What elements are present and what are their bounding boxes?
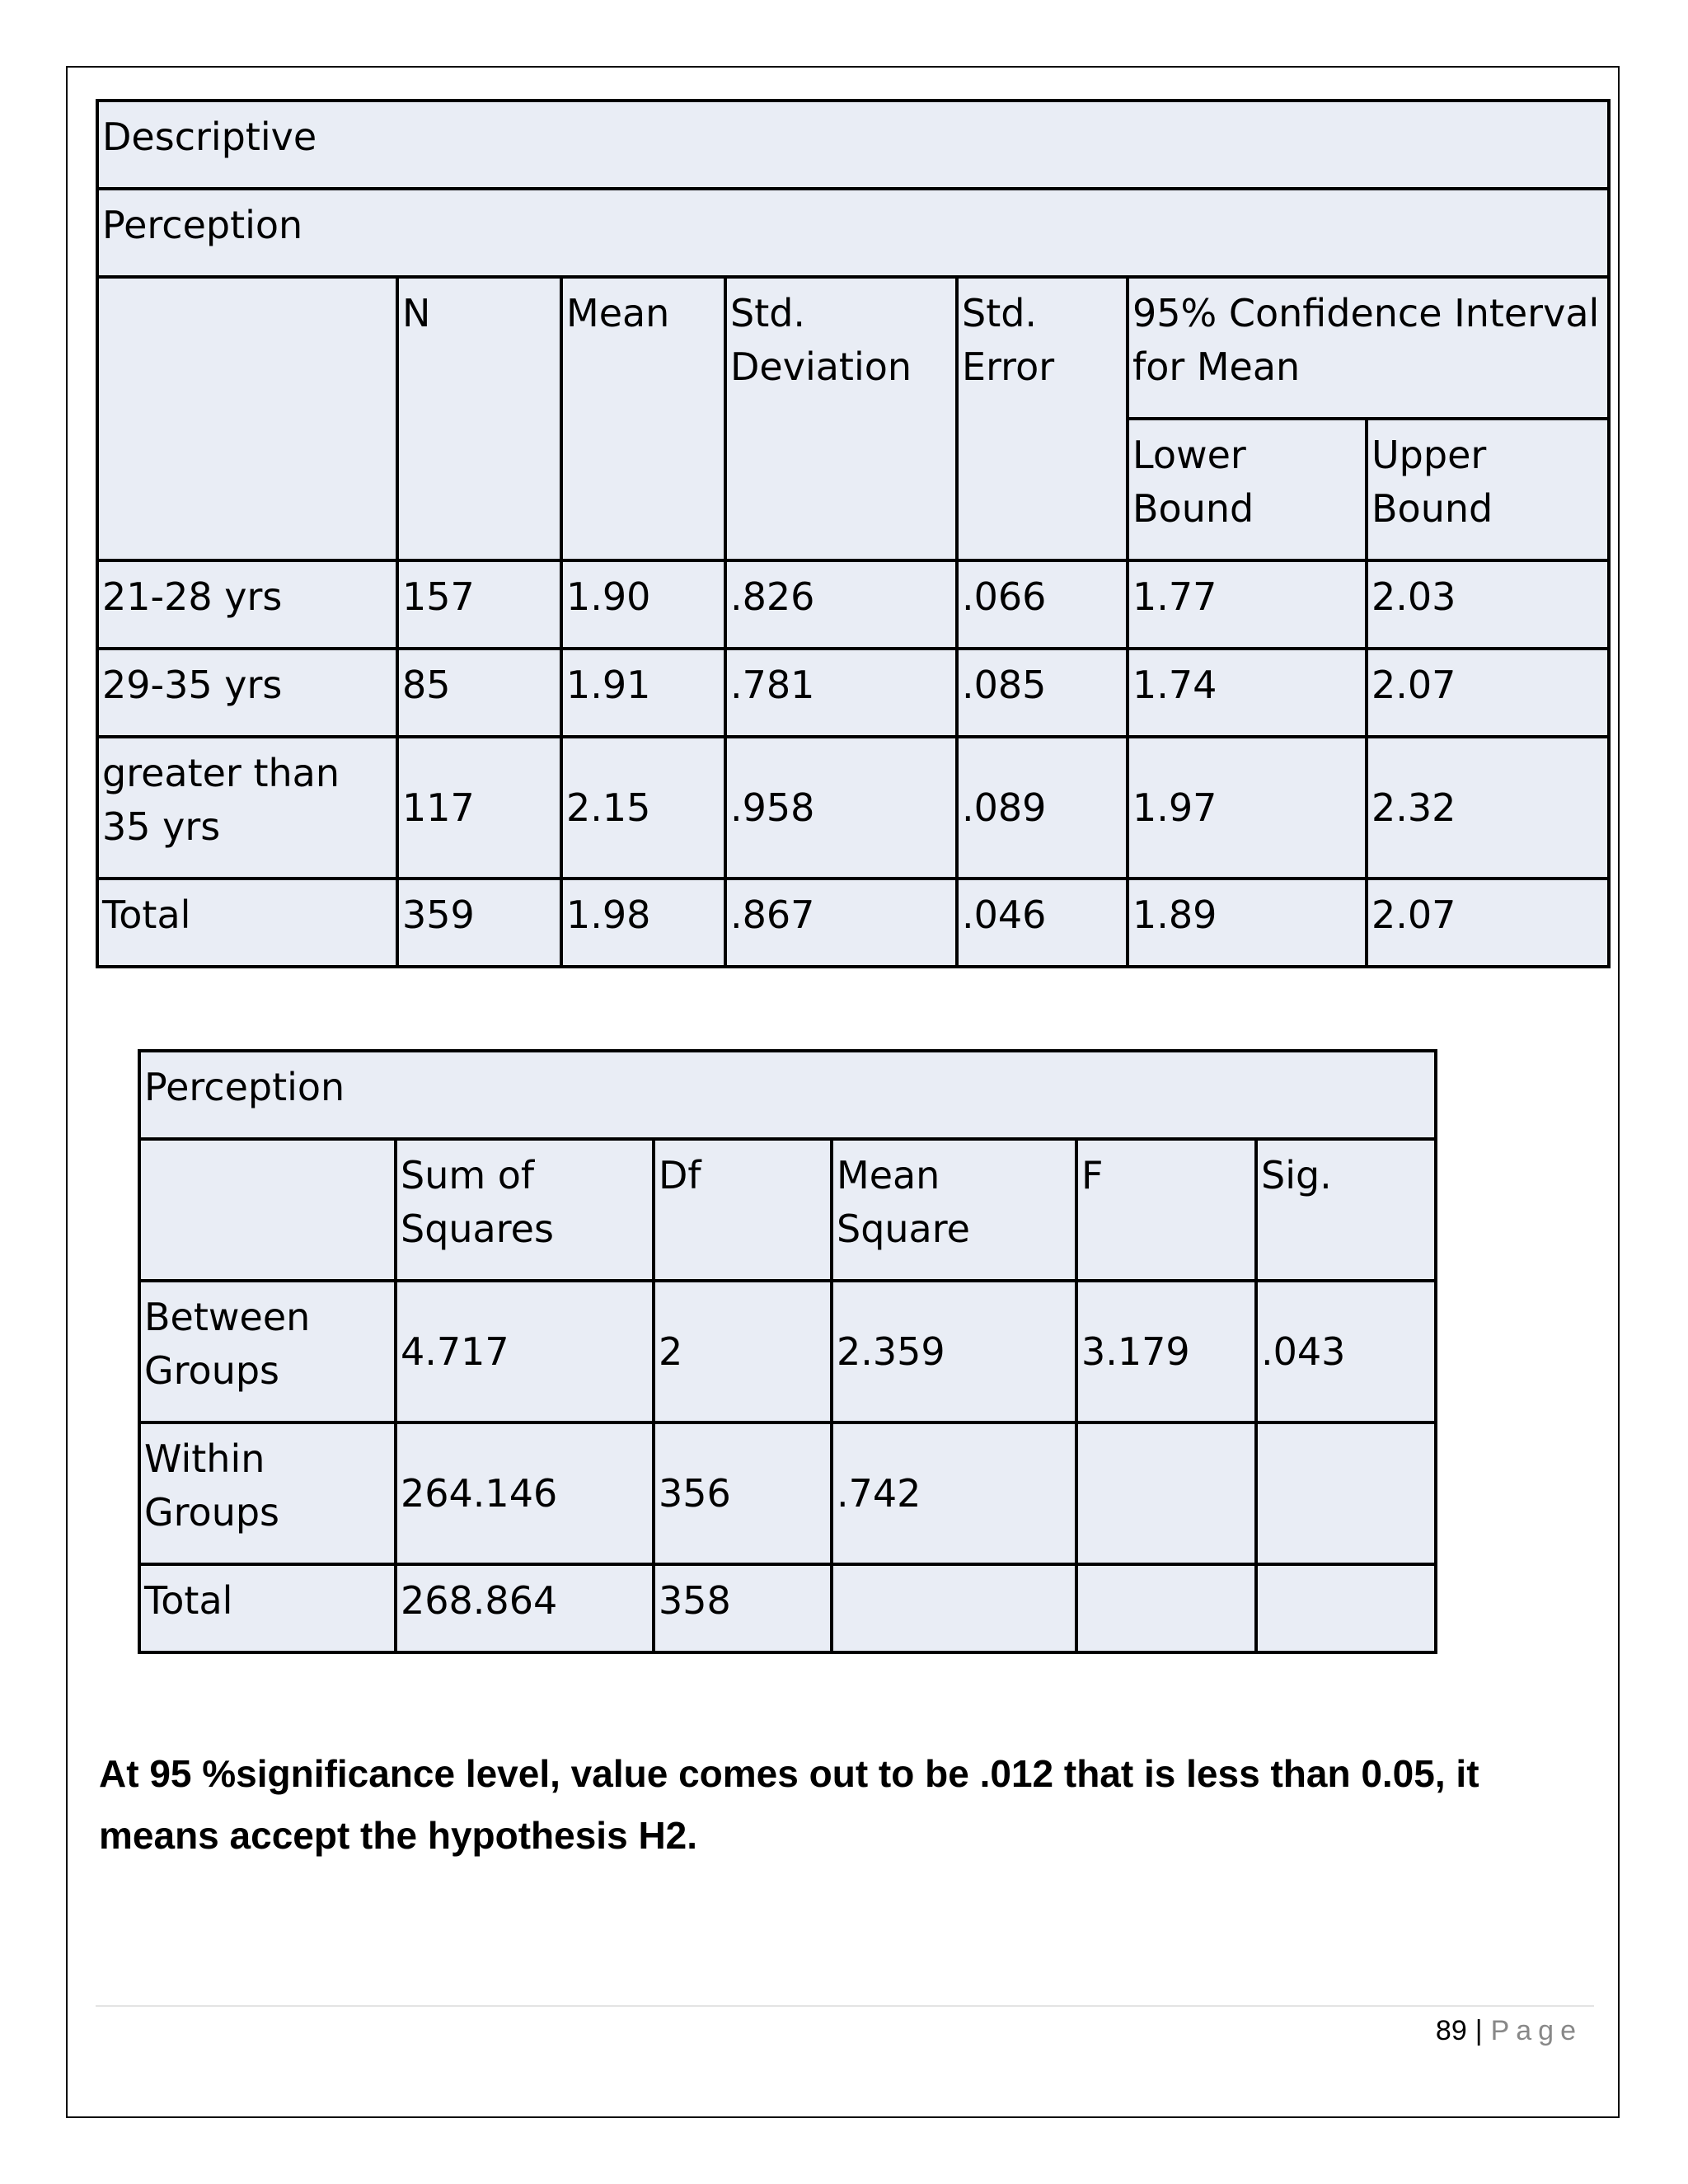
cell-df: 2 — [654, 1281, 832, 1422]
cell-std-deviation: .867 — [725, 879, 957, 967]
table-row — [139, 1564, 1436, 1652]
group-label: greater than 35 yrs — [97, 737, 397, 879]
cell-mean-square: .742 — [832, 1422, 1076, 1564]
cell-std-error: .046 — [957, 879, 1128, 967]
descriptives-table — [96, 99, 1611, 968]
source-label: Within Groups — [139, 1422, 396, 1564]
cell-std-error: .066 — [957, 560, 1128, 649]
cell-upper-bound: 2.07 — [1367, 649, 1609, 737]
footer-separator: | — [1475, 2015, 1483, 2046]
cell-lower-bound: 1.74 — [1128, 649, 1367, 737]
cell-df: 358 — [654, 1564, 832, 1652]
cell-sig: .043 — [1256, 1281, 1436, 1422]
header-f: F — [1076, 1139, 1256, 1281]
header-blank — [97, 277, 397, 560]
header-mean-square: Mean Square — [832, 1139, 1076, 1281]
cell-std-error: .089 — [957, 737, 1128, 879]
header-std-error: Std. Error — [957, 277, 1128, 560]
cell-mean: 2.15 — [561, 737, 725, 879]
cell-upper-bound: 2.03 — [1367, 560, 1609, 649]
cell-lower-bound: 1.97 — [1128, 737, 1367, 879]
cell-sig — [1256, 1564, 1436, 1652]
variable-name: Perception — [139, 1051, 1436, 1139]
cell-sum-of-squares: 4.717 — [396, 1281, 654, 1422]
page-number: 89 — [1435, 2015, 1467, 2046]
cell-mean-square: 2.359 — [832, 1281, 1076, 1422]
anova-table — [138, 1049, 1437, 1654]
footer-divider — [96, 2005, 1594, 2007]
cell-lower-bound: 1.89 — [1128, 879, 1367, 967]
header-confidence-interval: 95% Confidence Interval for Mean — [1128, 277, 1609, 419]
cell-lower-bound: 1.77 — [1128, 560, 1367, 649]
conclusion-text: At 95 %significance level, value comes out to be .012 that is less than 0.05, it means accept the hypothesis H2. — [99, 1752, 1479, 1857]
header-df: Df — [654, 1139, 832, 1281]
header-sig: Sig. — [1256, 1139, 1436, 1281]
variable-row — [139, 1051, 1436, 1139]
header-row — [139, 1139, 1436, 1281]
cell-n: 117 — [397, 737, 561, 879]
header-sum-of-squares: Sum of Squares — [396, 1139, 654, 1281]
cell-upper-bound: 2.32 — [1367, 737, 1609, 879]
cell-upper-bound: 2.07 — [1367, 879, 1609, 967]
cell-sig — [1256, 1422, 1436, 1564]
cell-n: 157 — [397, 560, 561, 649]
header-std-deviation: Std. Deviation — [725, 277, 957, 560]
cell-mean: 1.98 — [561, 879, 725, 967]
header-row — [97, 277, 1609, 419]
cell-std-error: .085 — [957, 649, 1128, 737]
cell-mean-square — [832, 1564, 1076, 1652]
cell-n: 85 — [397, 649, 561, 737]
cell-f — [1076, 1564, 1256, 1652]
table-row — [97, 649, 1609, 737]
header-mean: Mean — [561, 277, 725, 560]
cell-f — [1076, 1422, 1256, 1564]
table-row — [97, 737, 1609, 879]
table-row — [97, 560, 1609, 649]
page-word: Page — [1490, 2015, 1582, 2046]
variable-row — [97, 189, 1609, 277]
group-label: Total — [97, 879, 397, 967]
cell-std-deviation: .958 — [725, 737, 957, 879]
header-upper-bound: Upper Bound — [1367, 419, 1609, 560]
table-row — [139, 1422, 1436, 1564]
source-label: Total — [139, 1564, 396, 1652]
cell-sum-of-squares: 268.864 — [396, 1564, 654, 1652]
table-row — [139, 1281, 1436, 1422]
header-lower-bound: Lower Bound — [1128, 419, 1367, 560]
cell-mean: 1.90 — [561, 560, 725, 649]
table-title-row — [97, 101, 1609, 189]
source-label: Between Groups — [139, 1281, 396, 1422]
cell-f: 3.179 — [1076, 1281, 1256, 1422]
variable-name: Perception — [97, 189, 1609, 277]
cell-df: 356 — [654, 1422, 832, 1564]
group-label: 21-28 yrs — [97, 560, 397, 649]
table-title: Descriptive — [97, 101, 1609, 189]
page-footer — [1436, 2011, 1582, 2050]
cell-n: 359 — [397, 879, 561, 967]
cell-std-deviation: .781 — [725, 649, 957, 737]
cell-mean: 1.91 — [561, 649, 725, 737]
group-label: 29-35 yrs — [97, 649, 397, 737]
cell-std-deviation: .826 — [725, 560, 957, 649]
cell-sum-of-squares: 264.146 — [396, 1422, 654, 1564]
header-blank — [139, 1139, 396, 1281]
table-row — [97, 879, 1609, 967]
header-n: N — [397, 277, 561, 560]
